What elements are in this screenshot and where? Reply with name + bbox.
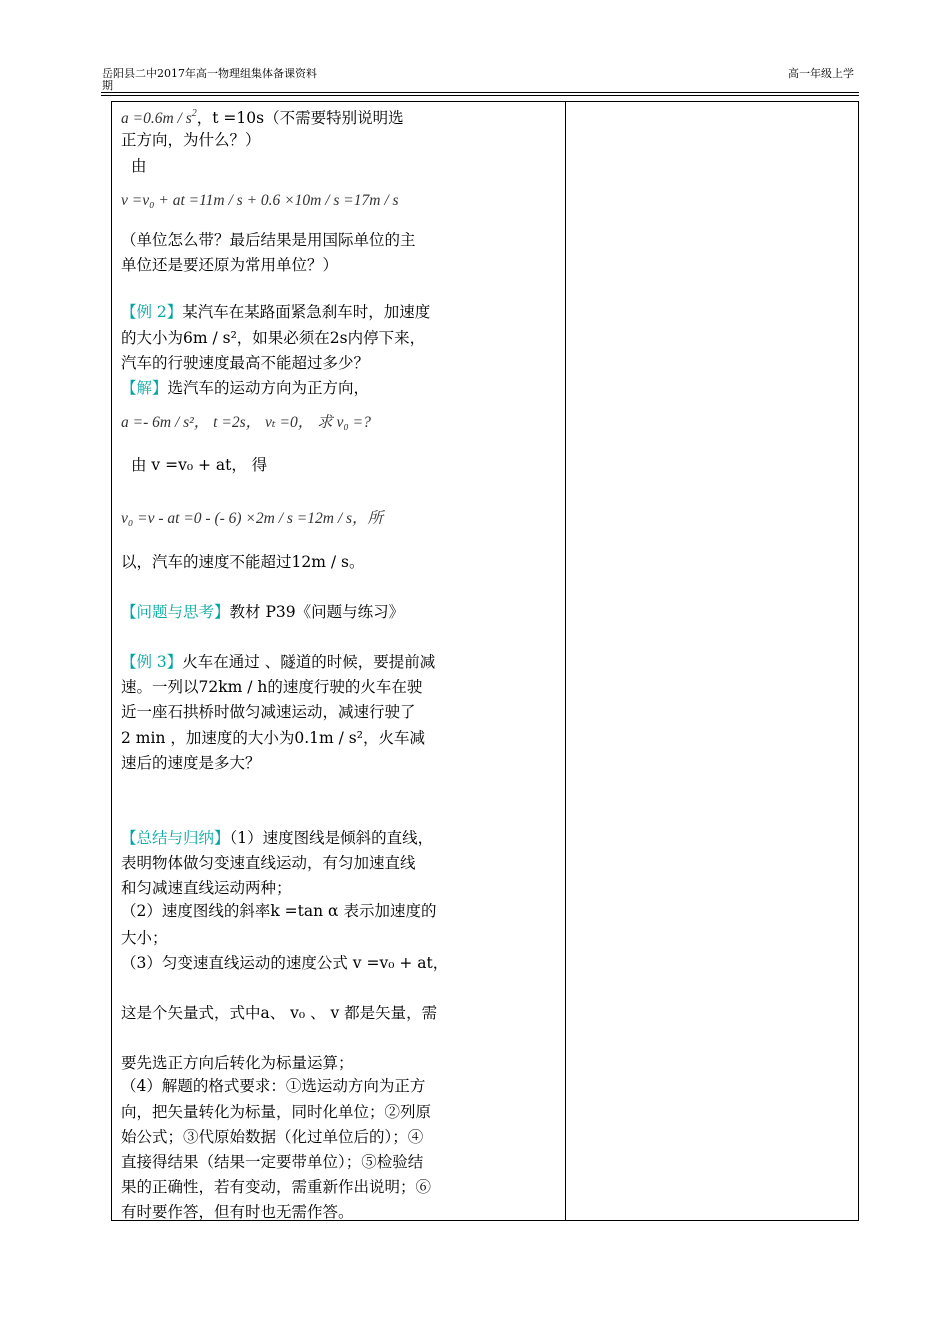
summary-tag: 【总结与归纳】 xyxy=(121,829,230,847)
math-a-t: a =0.6m / s xyxy=(121,110,192,127)
formula-v0: v₀ =v - at =0 - (- 6) ×2m / s =12m / s，所 xyxy=(121,510,384,527)
line-1 xyxy=(121,105,404,128)
header-left xyxy=(102,68,342,92)
question-text: 教材 P39《问题与练习》 xyxy=(229,603,405,621)
solution-2 xyxy=(121,379,369,397)
question-tag: 【问题与思考】 xyxy=(121,603,230,621)
line-25: 大小； xyxy=(121,929,168,947)
solution-tag: 【解】 xyxy=(121,379,168,397)
line-23: 和匀减速直线运动两种； xyxy=(121,879,292,897)
example-3 xyxy=(121,653,435,671)
header-rule-thin xyxy=(101,95,859,96)
line-2: 正方向，为什么？） xyxy=(121,131,261,149)
line-33: 果的正确性，若有变动，需重新作出说明；⑥ xyxy=(121,1178,432,1196)
line-8: 的大小为6m / s²，如果必须在2s内停下来， xyxy=(121,329,426,347)
question-think xyxy=(121,603,404,621)
line-20: 速后的速度是多大？ xyxy=(121,754,261,772)
summary xyxy=(121,829,433,847)
example-2-text: 某汽车在某路面紧急刹车时，加速度 xyxy=(182,303,431,321)
line-6: 单位还是要还原为常用单位？） xyxy=(121,256,339,274)
example-3-tag: 【例 3】 xyxy=(121,653,183,671)
table-column-divider xyxy=(565,101,566,1221)
line-5: （单位怎么带？最后结果是用国际单位的主 xyxy=(121,231,416,249)
line-18: 近一座石拱桥时做匀减速运动，减速行驶了 xyxy=(121,703,416,721)
header-rule xyxy=(101,92,859,93)
line-22: 表明物体做匀变速直线运动，有匀加速直线 xyxy=(121,854,416,872)
formula-velocity: v =v₀ + at =11m / s + 0.6 ×10m / s =17m / s xyxy=(121,192,399,209)
example-3-text: 火车在通过 、隧道的时候，要提前减 xyxy=(182,653,436,671)
header-right: 高一年级上学 xyxy=(788,67,854,80)
header-title: 岳阳县二中2017年高一物理组集体备课资料 xyxy=(102,67,317,80)
line-17: 速。一列以72km / h的速度行驶的火车在驶 xyxy=(121,678,423,696)
example-2-tag: 【例 2】 xyxy=(121,303,183,321)
line-27: 这是个矢量式，式中a、 v₀ 、 v 都是矢量，需 xyxy=(121,1004,438,1022)
solution-text: 选汽车的运动方向为正方向， xyxy=(167,379,370,397)
line-12: 由 v =v₀ + at， 得 xyxy=(131,456,268,474)
line-9: 汽车的行驶速度最高不能超过多少？ xyxy=(121,354,370,372)
line-34: 有时要作答，但有时也无需作答。 xyxy=(121,1203,354,1221)
example-2 xyxy=(121,303,430,321)
given-values: a =- 6m / s²， t =2s， vₜ =0， 求 v₀ =? xyxy=(121,414,371,431)
line-32: 直接得结果（结果一定要带单位）；⑤检验结 xyxy=(121,1153,424,1171)
line-24: （2）速度图线的斜率k =tan α 表示加速度的 xyxy=(121,902,437,920)
line-31: 始公式；③代原始数据（化过单位后的）；④ xyxy=(121,1128,424,1146)
math-sup: 2 xyxy=(191,108,197,119)
header-title-cont: 期 xyxy=(102,79,113,92)
line-30: 向，把矢量转化为标量，同时化单位；②列原 xyxy=(121,1103,432,1121)
line-29: （4）解题的格式要求：①选运动方向为正方 xyxy=(121,1077,426,1095)
line-26: （3）匀变速直线运动的速度公式 v =v₀ + at， xyxy=(121,954,449,972)
line-14: 以，汽车的速度不能超过12m / s。 xyxy=(121,553,365,571)
line-1-text: ，t =10s（不需要特别说明选 xyxy=(196,109,404,127)
line-3: 由 xyxy=(131,157,147,175)
line-28: 要先选正方向后转化为标量运算； xyxy=(121,1054,354,1072)
line-19: 2 min ，加速度的大小为0.1m / s²，火车减 xyxy=(121,729,425,747)
summary-text: （1）速度图线是倾斜的直线， xyxy=(229,829,434,847)
